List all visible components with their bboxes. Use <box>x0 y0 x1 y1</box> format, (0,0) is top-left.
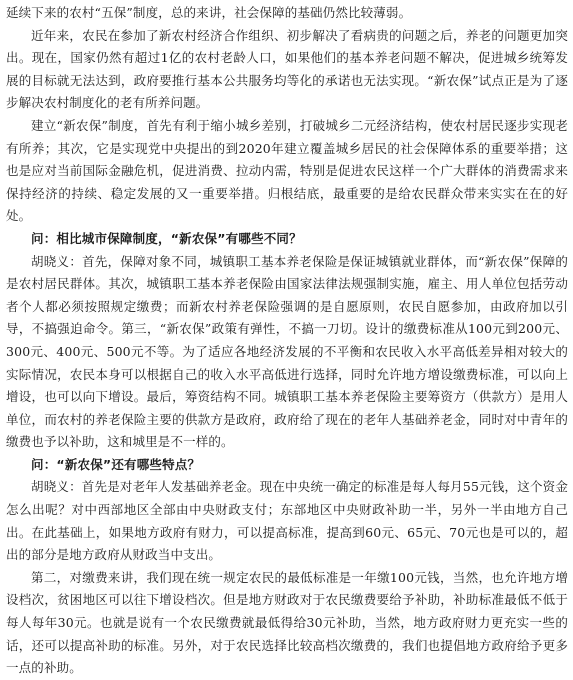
question-heading-differences: 问：相比城市保障制度，“新农保”有哪些不同？ <box>31 230 302 246</box>
paragraph-answer-contribution: 第二，对缴费来讲，我们现在统一规定农民的最低标准是一年缴100元钱，当然，也允许地方增设档次，贫困地区可以往下增设档次。但是地方财政对于农民缴费要给予补助，补助标准最低不低于每人每年30元。也就是说有一个农民缴费就最低得给30元补助，当然，地方政府财力更充实一些的话，还可以提高补助的标准。另外，对于农民选择比较高档次缴费的，我们也提倡地方政府给予更多一点的补助。 <box>6 569 568 676</box>
paragraph-intro-continuation: 延续下来的农村“五保”制度，总的来讲，社会保障的基础仍然比较薄弱。 <box>6 5 412 20</box>
paragraph-answer-basic-pension: 胡晓义：首先是对老年人发基础养老金。现在中央统一确定的标准是每人每月55元钱，这个资金怎么出呢？对中西部地区全部由中央财政支付；东部地区中央财政补助一半，另外一半由地方自己出。在此基础上，如果地方政府有财力，可以提高标准，提高到60元、65元、70元也是可以的，超出的部分是地方政府从财政当中支出。 <box>6 479 568 563</box>
paragraph-pension-problem: 近年来，农民在参加了新农村经济合作组织、初步解决了看病贵的问题之后，养老的问题更加突出。现在，国家仍然有超过1亿的农村老龄人口，如果他们的基本养老问题不解决，促进城乡统筹发展的目标就无法达到，政府要推行基本公共服务均等化的承诺也无法实现。“新农保”试点正是为了逐步解决农村制度化的老有所养问题。 <box>6 27 568 111</box>
paragraph-new-rural-pension-benefits: 建立“新农保”制度，首先有利于缩小城乡差别，打破城乡二元经济结构，使农村居民逐步实现老有所养；其次，它是实现党中央提出的到2020年建立覆盖城乡居民的社会保障体系的重要举措；这也是应对当前国际金融危机，促进消费、拉动内需，特别是促进农民这样一个广大群体的消费需求来保持经济的持续、稳定发展的又一重要举措。归根结底，最重要的是给农民群众带来实实在在的好处。 <box>6 117 568 224</box>
question-heading-features: 问：“新农保”还有哪些特点？ <box>31 456 201 472</box>
article-page <box>6 2 568 680</box>
paragraph-answer-differences: 胡晓义：首先，保障对象不同，城镇职工基本养老保险是保证城镇就业群体，而“新农保”保障的是农村居民群体。其次，城镇职工基本养老保险由国家法律法规强制实施，雇主、用人单位包括劳动者个人都必须按照规定缴费；而新农村养老保险强调的是自愿原则，农民自愿参加，由政府加以引导，不搞强迫命令。第三，“新农保”政策有弹性，不搞一刀切。设计的缴费标准从100元到200元、300元、400元、500元不等。为了适应各地经济发展的不平衡和农民收入水平高低差异相对较大的实际情况，农民本身可以根据自己的收入水平高低进行选择，同时允许地方增设缴费标准，可以向上增设，也可以向下增设。最后，筹资结构不同。城镇职工基本养老保险主要筹资方（供款方）是用人单位，而农村的养老保险主要的供款方是政府，政府给了现在的老年人基础养老金，同时对中青年的缴费也予以补助，这和城里是不一样的。 <box>6 253 568 450</box>
